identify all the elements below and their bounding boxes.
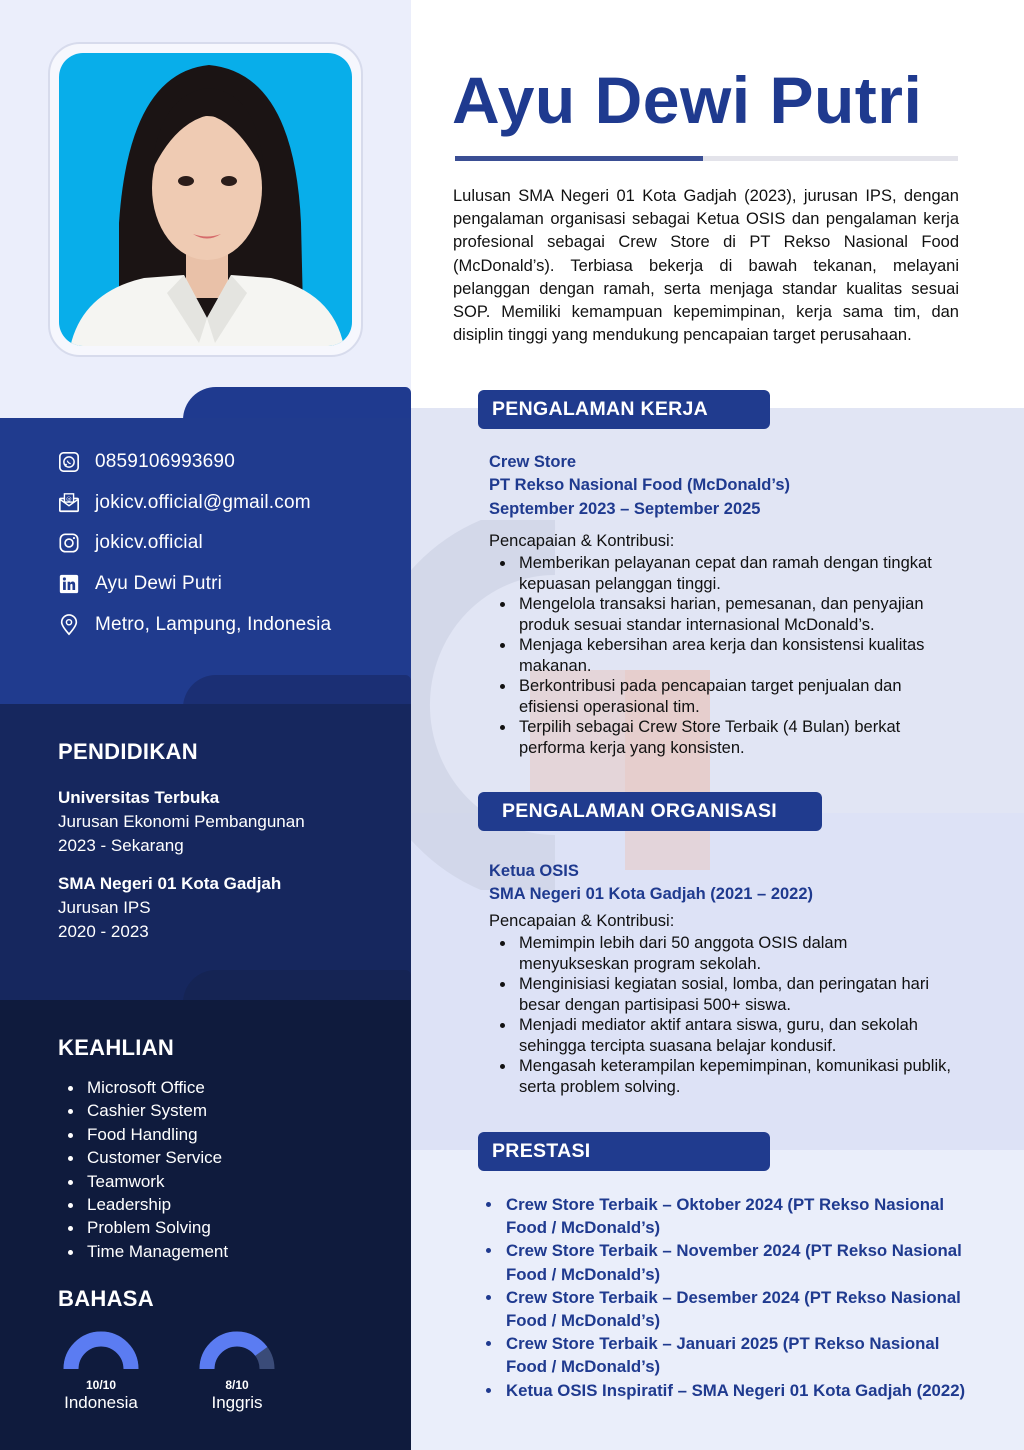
organization-details (489, 860, 813, 907)
work-period: September 2023 – September 2025 (489, 499, 761, 518)
language-score: 8/10 (225, 1378, 249, 1392)
work-contrib-label: Pencapaian & Kontribusi: (489, 532, 675, 550)
location-text: Metro, Lampung, Indonesia (95, 614, 332, 635)
organization-role: Ketua OSIS (489, 862, 579, 880)
achievement-item: Crew Store Terbaik – Januari 2025 (PT Rekso Nasional Food / McDonald’s) (484, 1332, 984, 1378)
education-major: Jurusan IPS (58, 898, 151, 917)
skill-item: Microsoft Office (58, 1076, 228, 1099)
skill-item: Food Handling (58, 1123, 228, 1146)
skill-item: Time Management (58, 1240, 228, 1263)
education-institution: SMA Negeri 01 Kota Gadjah (58, 874, 282, 893)
achievements-list (484, 1193, 984, 1402)
education-period: 2020 - 2023 (58, 922, 149, 941)
achievement-item: Crew Store Terbaik – Desember 2024 (PT Rekso Nasional Food / McDonald’s) (484, 1286, 984, 1332)
instagram-icon (58, 532, 80, 554)
profile-summary: Lulusan SMA Negeri 01 Kota Gadjah (2023), jurusan IPS, dengan pengalaman organisasi sebagai Ketua OSIS dan pengalaman kerja profesional sebagai Crew Store di PT Rekso Nasional Food (McDonald’s). Terbiasa bekerja di bawah tekanan, melayani pelanggan dengan ramah, serta menjaga standar kualitas sesuai SOP. Memiliki kemampuan kepemimpinan, kerja sama tim, dan disiplin tinggi yang mendukung pencapaian target perusahaan. (453, 187, 959, 345)
email-icon (58, 492, 80, 514)
language-gauge (198, 1330, 276, 1372)
list-item: Memberikan pelayanan cepat dan ramah dengan tingkat kepuasan pelanggan tinggi. (489, 553, 959, 594)
list-item: Menginisiasi kegiatan sosial, lomba, dan peringatan hari besar dengan partisipasi 500+ siswa. (489, 974, 959, 1015)
contact-location[interactable] (58, 614, 331, 636)
name-underline (455, 156, 958, 161)
achievements-heading: PRESTASI (478, 1132, 770, 1171)
list-item: Berkontribusi pada pencapaian target penjualan dan efisiensi operasional tim. (489, 676, 959, 717)
achievement-item: Ketua OSIS Inspiratif – SMA Negeri 01 Kota Gadjah (2022) (484, 1379, 984, 1402)
candidate-name: Ayu Dewi Putri (452, 63, 923, 137)
work-role: Crew Store (489, 453, 577, 471)
achievement-item: Crew Store Terbaik – November 2024 (PT Rekso Nasional Food / McDonald’s) (484, 1239, 984, 1285)
work-company: PT Rekso Nasional Food (McDonald’s) (489, 476, 791, 495)
work-experience-heading: PENGALAMAN KERJA (478, 390, 770, 429)
languages-heading: BAHASA (58, 1286, 154, 1311)
contact-email[interactable] (58, 492, 311, 514)
education-heading: PENDIDIKAN (58, 739, 198, 764)
list-item: Menjaga kebersihan area kerja dan konsistensi kualitas makanan. (489, 635, 959, 676)
list-item: Terpilih sebagai Crew Store Terbaik (4 Bulan) berkat performa kerja yang konsisten. (489, 717, 959, 758)
work-details (489, 451, 790, 521)
organization-heading: PENGALAMAN ORGANISASI (478, 792, 822, 831)
list-item: Mengelola transaksi harian, pemesanan, dan penyajian produk sesuai standar internasional McDonald’s. (489, 594, 959, 635)
location-pin-icon (58, 614, 80, 636)
list-item: Menjadi mediator aktif antara siswa, guru, dan sekolah sehingga tercipta suasana belajar kondusif. (489, 1015, 959, 1056)
achievement-item: Crew Store Terbaik – Oktober 2024 (PT Rekso Nasional Food / McDonald’s) (484, 1193, 984, 1239)
language-indonesia (51, 1330, 151, 1413)
work-bullets (489, 553, 959, 758)
education-period: 2023 - Sekarang (58, 836, 184, 855)
profile-photo (59, 53, 352, 346)
skill-item: Problem Solving (58, 1216, 228, 1239)
language-score: 10/10 (85, 1378, 117, 1392)
profile-photo-frame (48, 42, 363, 357)
contact-tab-decoration (183, 387, 411, 420)
skills-tab-decoration (183, 970, 411, 1003)
contact-instagram[interactable] (58, 532, 203, 554)
list-item: Memimpin lebih dari 50 anggota OSIS dalam menyukseskan program sekolah. (489, 933, 959, 974)
skills-heading: KEAHLIAN (58, 1035, 175, 1060)
instagram-text: jokicv.official (95, 532, 203, 553)
svg-text:@: @ (66, 496, 72, 503)
contact-phone[interactable] (58, 451, 235, 473)
email-text: jokicv.official@gmail.com (95, 492, 311, 513)
person-portrait-icon (59, 53, 352, 346)
skill-item: Leadership (58, 1193, 228, 1216)
skills-list (58, 1076, 228, 1263)
organization-name: SMA Negeri 01 Kota Gadjah (2021 – 2022) (489, 885, 814, 904)
phone-text: 0859106993690 (95, 451, 235, 472)
whatsapp-icon (58, 451, 80, 473)
education-institution: Universitas Terbuka (58, 788, 220, 807)
organization-contrib-label: Pencapaian & Kontribusi: (489, 912, 675, 930)
education-item (58, 786, 305, 858)
language-name: Indonesia (64, 1393, 138, 1412)
skill-item: Customer Service (58, 1146, 228, 1169)
linkedin-icon (58, 573, 80, 595)
contact-linkedin[interactable] (58, 573, 222, 595)
organization-bullets (489, 933, 959, 1097)
list-item: Mengasah keterampilan kepemimpinan, komunikasi publik, serta problem solving. (489, 1056, 959, 1097)
linkedin-text: Ayu Dewi Putri (95, 573, 223, 594)
skill-item: Teamwork (58, 1170, 228, 1193)
education-major: Jurusan Ekonomi Pembangunan (58, 812, 305, 831)
language-gauge (62, 1330, 140, 1372)
skill-item: Cashier System (58, 1099, 228, 1122)
education-item (58, 872, 281, 944)
language-name: Inggris (211, 1393, 263, 1412)
language-inggris (187, 1330, 287, 1413)
